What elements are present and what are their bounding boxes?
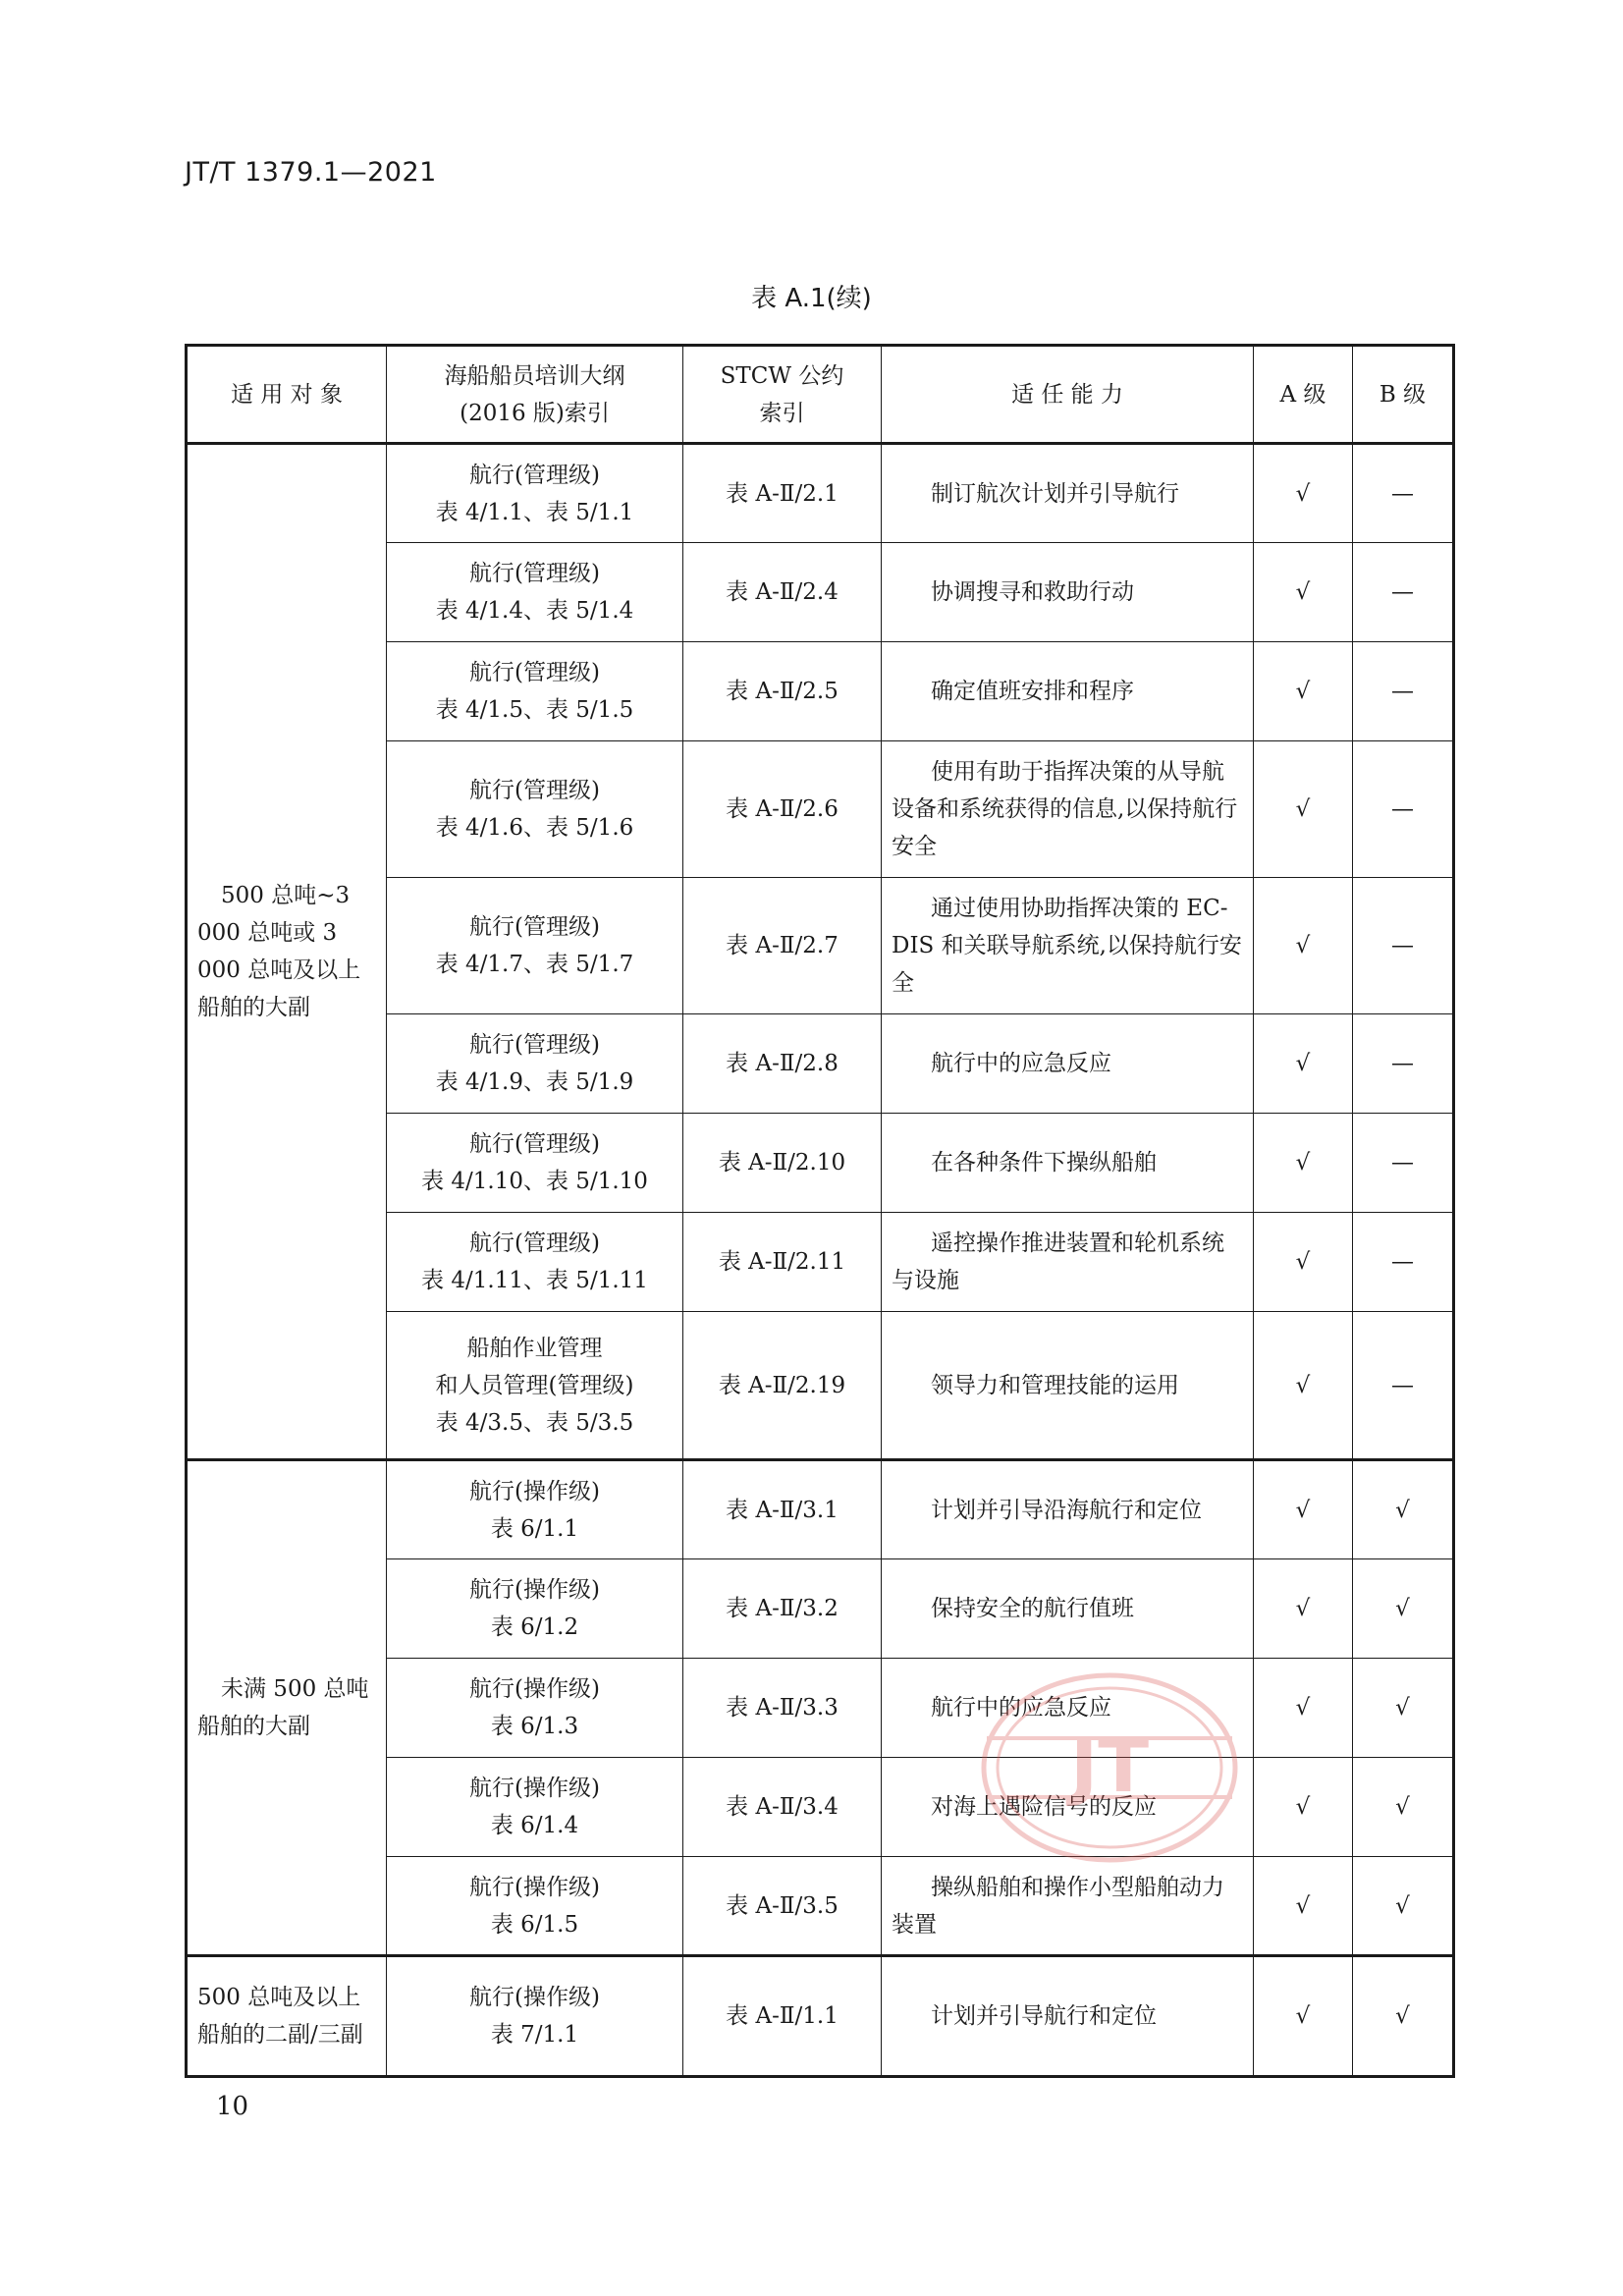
syllabus-cell: 航行(管理级) 表 4/1.10、表 5/1.10: [387, 1114, 683, 1213]
target-cell: 未满 500 总吨船舶的大副: [187, 1460, 387, 1956]
a-level-mark: √: [1254, 1758, 1353, 1857]
b-level-mark: —: [1353, 1213, 1454, 1312]
b-level-mark: √: [1353, 1659, 1454, 1758]
syllabus-cell: 航行(操作级) 表 7/1.1: [387, 1956, 683, 2077]
competence-cell: 遥控操作推进装置和轮机系统与设施: [882, 1213, 1254, 1312]
stcw-cell: 表 A-Ⅱ/3.3: [683, 1659, 882, 1758]
b-level-mark: √: [1353, 1857, 1454, 1956]
syllabus-cell: 航行(管理级) 表 4/1.11、表 5/1.11: [387, 1213, 683, 1312]
a-level-mark: √: [1254, 1213, 1353, 1312]
header-b-level: B 级: [1353, 346, 1454, 444]
stcw-cell: 表 A-Ⅱ/2.8: [683, 1014, 882, 1114]
header-syllabus-line2: (2016 版)索引: [460, 400, 610, 426]
header-stcw-line2: 索引: [759, 400, 805, 426]
competence-cell: 通过使用协助指挥决策的 EC-DIS 和关联导航系统,以保持航行安全: [882, 878, 1254, 1014]
stcw-cell: 表 A-Ⅱ/3.5: [683, 1857, 882, 1956]
a-level-mark: √: [1254, 1014, 1353, 1114]
b-level-mark: √: [1353, 1956, 1454, 2077]
syllabus-cell: 航行(管理级) 表 4/1.9、表 5/1.9: [387, 1014, 683, 1114]
header-a-level: A 级: [1254, 346, 1353, 444]
a-level-mark: √: [1254, 878, 1353, 1014]
competence-cell: 确定值班安排和程序: [882, 642, 1254, 741]
jt-watermark-stamp: [977, 1669, 1242, 1866]
stcw-cell: 表 A-Ⅱ/3.1: [683, 1460, 882, 1559]
stcw-cell: 表 A-Ⅱ/1.1: [683, 1956, 882, 2077]
syllabus-cell: 航行(管理级) 表 4/1.5、表 5/1.5: [387, 642, 683, 741]
header-stcw-line1: STCW 公约: [720, 362, 844, 389]
table-row: [187, 1460, 1454, 1559]
b-level-mark: —: [1353, 543, 1454, 642]
competence-cell: 保持安全的航行值班: [882, 1559, 1254, 1659]
header-target: 适 用 对 象: [187, 346, 387, 444]
a-level-mark: √: [1254, 1659, 1353, 1758]
a-level-mark: √: [1254, 1114, 1353, 1213]
stcw-cell: 表 A-Ⅱ/3.2: [683, 1559, 882, 1659]
stcw-cell: 表 A-Ⅱ/3.4: [683, 1758, 882, 1857]
b-level-mark: —: [1353, 1014, 1454, 1114]
competence-cell: 制订航次计划并引导航行: [882, 444, 1254, 543]
b-level-mark: —: [1353, 444, 1454, 543]
stcw-cell: 表 A-Ⅱ/2.10: [683, 1114, 882, 1213]
header-syllabus-line1: 海船船员培训大纲: [444, 362, 625, 389]
competence-cell: 航行中的应急反应: [882, 1659, 1254, 1758]
syllabus-cell: 航行(操作级) 表 6/1.1: [387, 1460, 683, 1559]
a-level-mark: √: [1254, 1559, 1353, 1659]
competence-cell: 航行中的应急反应: [882, 1014, 1254, 1114]
stcw-cell: 表 A-Ⅱ/2.7: [683, 878, 882, 1014]
b-level-mark: —: [1353, 1312, 1454, 1460]
header-competence: 适 任 能 力: [882, 346, 1254, 444]
syllabus-cell: 船舶作业管理 和人员管理(管理级) 表 4/3.5、表 5/3.5: [387, 1312, 683, 1460]
a-level-mark: √: [1254, 1312, 1353, 1460]
stcw-cell: 表 A-Ⅱ/2.19: [683, 1312, 882, 1460]
a-level-mark: √: [1254, 1460, 1353, 1559]
b-level-mark: —: [1353, 1114, 1454, 1213]
syllabus-cell: 航行(操作级) 表 6/1.3: [387, 1659, 683, 1758]
competence-cell: 领导力和管理技能的运用: [882, 1312, 1254, 1460]
competence-cell: 对海上遇险信号的反应: [882, 1758, 1254, 1857]
syllabus-cell: 航行(管理级) 表 4/1.7、表 5/1.7: [387, 878, 683, 1014]
competence-cell: 计划并引导沿海航行和定位: [882, 1460, 1254, 1559]
stcw-cell: 表 A-Ⅱ/2.6: [683, 741, 882, 878]
table-title: 表 A.1(续): [751, 284, 872, 313]
syllabus-cell: 航行(操作级) 表 6/1.2: [387, 1559, 683, 1659]
competence-cell: 使用有助于指挥决策的从导航设备和系统获得的信息,以保持航行安全: [882, 741, 1254, 878]
a-level-mark: √: [1254, 741, 1353, 878]
syllabus-cell: 航行(管理级) 表 4/1.4、表 5/1.4: [387, 543, 683, 642]
syllabus-cell: 航行(操作级) 表 6/1.4: [387, 1758, 683, 1857]
a-level-mark: √: [1254, 642, 1353, 741]
target-cell: 500 总吨及以上船舶的二副/三副: [187, 1956, 387, 2077]
stcw-cell: 表 A-Ⅱ/2.11: [683, 1213, 882, 1312]
header-row: [187, 346, 1454, 444]
competence-cell: 计划并引导航行和定位: [882, 1956, 1254, 2077]
syllabus-cell: 航行(操作级) 表 6/1.5: [387, 1857, 683, 1956]
b-level-mark: √: [1353, 1758, 1454, 1857]
header-stcw: [683, 346, 882, 444]
a-level-mark: √: [1254, 1956, 1353, 2077]
b-level-mark: —: [1353, 741, 1454, 878]
competence-cell: 协调搜寻和救助行动: [882, 543, 1254, 642]
standard-code: JT/T 1379.1—2021: [185, 157, 437, 188]
a-level-mark: √: [1254, 1857, 1353, 1956]
a-level-mark: √: [1254, 444, 1353, 543]
b-level-mark: —: [1353, 878, 1454, 1014]
competence-cell: 在各种条件下操纵船舶: [882, 1114, 1254, 1213]
a-level-mark: √: [1254, 543, 1353, 642]
b-level-mark: √: [1353, 1460, 1454, 1559]
competence-table: [185, 344, 1455, 2078]
stcw-cell: 表 A-Ⅱ/2.5: [683, 642, 882, 741]
stcw-cell: 表 A-Ⅱ/2.4: [683, 543, 882, 642]
page-number: 10: [216, 2092, 249, 2121]
table-row: [187, 444, 1454, 543]
stamp-text: JT: [1069, 1722, 1150, 1809]
table-row: [187, 1956, 1454, 2077]
header-syllabus: [387, 346, 683, 444]
competence-cell: 操纵船舶和操作小型船舶动力装置: [882, 1857, 1254, 1956]
b-level-mark: √: [1353, 1559, 1454, 1659]
stcw-cell: 表 A-Ⅱ/2.1: [683, 444, 882, 543]
syllabus-cell: 航行(管理级) 表 4/1.1、表 5/1.1: [387, 444, 683, 543]
target-cell: 500 总吨~3 000 总吨或 3 000 总吨及以上船舶的大副: [187, 444, 387, 1460]
syllabus-cell: 航行(管理级) 表 4/1.6、表 5/1.6: [387, 741, 683, 878]
b-level-mark: —: [1353, 642, 1454, 741]
